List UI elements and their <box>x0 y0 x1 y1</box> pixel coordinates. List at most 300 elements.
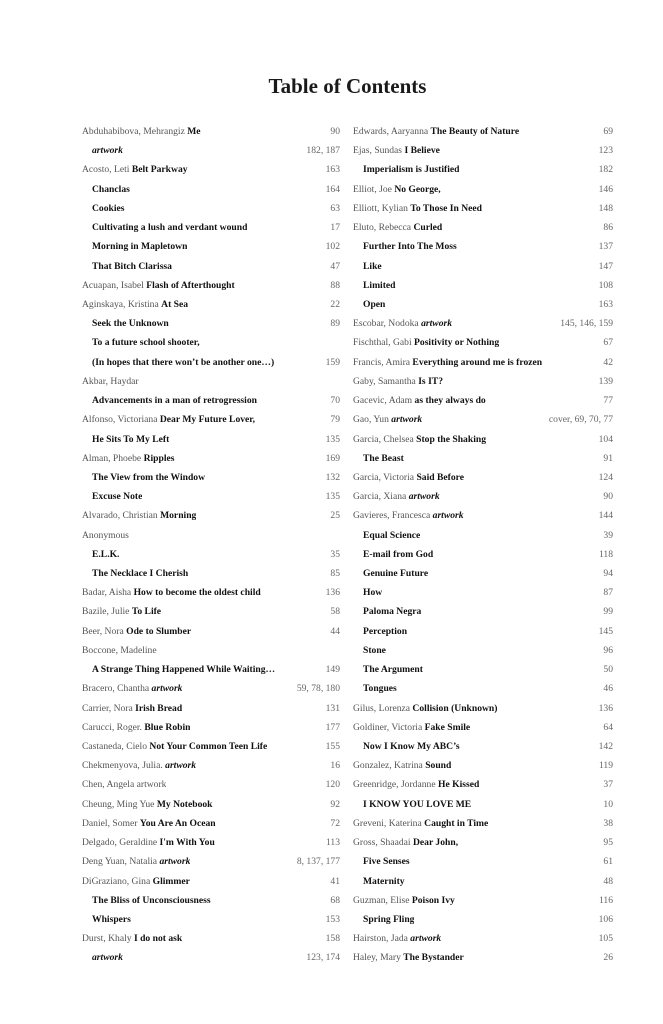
toc-entry <box>82 872 340 891</box>
toc-entry-text <box>353 218 442 237</box>
work-title: Paloma Negra <box>363 606 422 618</box>
toc-entry <box>353 506 613 525</box>
work-title: The Necklace I Cherish <box>92 568 189 580</box>
page-number: 145, 146, 159 <box>560 318 613 330</box>
page-number: 131 <box>325 702 340 714</box>
page-number: 37 <box>603 779 613 791</box>
page-number: 116 <box>598 894 613 906</box>
page-number: 169 <box>325 452 340 464</box>
page-number: 177 <box>325 721 340 733</box>
page-number: 16 <box>330 760 340 772</box>
author-name: Boccone, Madeline <box>82 644 157 656</box>
toc-entry <box>353 449 613 468</box>
toc-entry <box>82 622 340 641</box>
author-name: Akbar, Haydar <box>82 375 139 387</box>
toc-entry-text <box>353 141 440 160</box>
toc-entry <box>353 122 613 141</box>
toc-entry <box>82 218 340 237</box>
page-number: 132 <box>325 471 340 483</box>
page-title: Table of Contents <box>268 74 427 98</box>
toc-entry-text <box>82 218 247 237</box>
author-name: Gilus, Lorenza <box>353 702 411 714</box>
page-number: 86 <box>603 222 613 234</box>
toc-entry <box>353 257 613 276</box>
toc-entry-text <box>353 295 385 314</box>
page-number: 69 <box>603 126 613 137</box>
toc-entry-text <box>82 583 261 602</box>
page-number: 155 <box>325 741 340 752</box>
work-title: Belt Parkway <box>131 164 188 176</box>
page-number <box>334 526 340 545</box>
author-name: Ejas, Sundas <box>353 145 403 157</box>
page-number: 10 <box>603 798 613 810</box>
author-name: Gacevic, Adam <box>353 395 413 407</box>
toc-entry-text <box>82 910 131 929</box>
author-name: Aginskaya, Kristina <box>82 298 159 310</box>
author-name: Elliott, Kylian <box>353 202 408 214</box>
page-number: 79 <box>330 414 340 426</box>
author-name: Gao, Yun <box>353 414 389 426</box>
page-number: 118 <box>598 548 613 560</box>
page-number: 145 <box>598 625 613 637</box>
work-title: Further Into The Moss <box>363 241 457 253</box>
work-title: Caught in Time <box>424 817 489 829</box>
toc-entry-text <box>353 506 464 525</box>
work-title: Genuine Future <box>363 568 429 580</box>
toc-entry-text <box>353 430 486 449</box>
toc-entry <box>82 891 340 910</box>
toc-entry-text <box>353 545 433 564</box>
toc-entry <box>353 641 613 660</box>
page-number: 135 <box>325 491 340 503</box>
toc-entry-text <box>353 814 488 833</box>
author-name: Bazile, Julie <box>82 606 130 618</box>
page-number: cover, 69, 70, 77 <box>548 414 613 426</box>
toc-entry <box>353 430 613 449</box>
page-number: 87 <box>603 587 613 599</box>
toc-entry-text <box>82 487 142 506</box>
toc-entry-text <box>353 276 396 295</box>
page-number: 47 <box>330 260 340 272</box>
page-number: 149 <box>325 664 340 676</box>
toc-entry-text <box>353 410 422 429</box>
work-title: Everything around me is frozen <box>412 356 543 368</box>
work-title: I'm With You <box>159 837 215 849</box>
toc-entry-text <box>353 602 421 621</box>
toc-entry <box>82 641 340 660</box>
toc-entry-text <box>82 852 190 871</box>
author-name: Deng Yuan, Natalia <box>82 856 158 868</box>
toc-entry <box>353 237 613 256</box>
page-number: 99 <box>603 606 613 618</box>
author-name: Gavieres, Francesca <box>353 510 431 522</box>
toc-entry <box>82 353 340 372</box>
toc-entry <box>353 775 613 794</box>
work-title: Open <box>363 298 386 310</box>
toc-entry <box>82 602 340 621</box>
toc-entry-text <box>82 795 213 814</box>
toc-entry <box>353 526 613 545</box>
toc-entry <box>353 602 613 621</box>
page-number: 137 <box>598 241 613 253</box>
work-title: Tongues <box>363 683 397 695</box>
page-number: 90 <box>603 491 613 503</box>
toc-entry-text <box>353 583 382 602</box>
page-number: 123, 174 <box>306 952 340 964</box>
work-title: artwork <box>408 491 440 503</box>
toc-entry <box>353 276 613 295</box>
work-title: He Sits To My Left <box>92 433 170 445</box>
toc-entry <box>353 353 613 372</box>
work-title: artwork <box>92 952 123 964</box>
author-name: Hairston, Jada <box>353 933 408 945</box>
toc-entry-text <box>82 199 125 218</box>
toc-entry <box>82 333 340 352</box>
toc-entry <box>82 756 340 775</box>
page-number <box>334 372 340 391</box>
work-title: Morning in Mapletown <box>92 241 188 253</box>
work-title: Stop the Shaking <box>416 433 486 445</box>
work-title: artwork <box>136 779 167 791</box>
page-number: 17 <box>330 222 340 234</box>
work-title: That Bitch Clarissa <box>92 260 172 272</box>
page-number: 182, 187 <box>306 145 340 157</box>
author-name: Castaneda, Cielo <box>82 741 148 752</box>
work-title: Flash of Afterthought <box>146 279 235 291</box>
toc-entry <box>82 718 340 737</box>
toc-entry-text <box>82 180 130 199</box>
work-title: Cookies <box>92 202 125 214</box>
page-number: 96 <box>603 644 613 656</box>
toc-entry <box>82 237 340 256</box>
work-title: E-mail from God <box>363 548 434 560</box>
work-title: I do not ask <box>133 933 183 945</box>
toc-entry <box>353 160 613 179</box>
work-title: Dear John, <box>412 837 459 849</box>
toc-entry <box>82 410 340 429</box>
work-title: Stone <box>363 644 386 656</box>
toc-entry <box>353 333 613 352</box>
toc-entry <box>82 948 340 967</box>
toc-entry <box>353 372 613 391</box>
toc-entry-text <box>353 487 440 506</box>
toc-entry-text <box>353 679 397 698</box>
work-title: artwork <box>421 318 453 330</box>
toc-entry <box>82 583 340 602</box>
toc-entry <box>82 276 340 295</box>
toc-entry <box>353 468 613 487</box>
toc-entry <box>82 814 340 833</box>
toc-entry <box>82 526 340 545</box>
author-name: Elliot, Joe <box>353 183 392 195</box>
page-number: 148 <box>598 202 613 214</box>
author-name: Cheung, Ming Yue <box>82 798 155 810</box>
work-title: artwork <box>432 510 464 522</box>
toc-entry-text <box>82 872 190 891</box>
work-title: Limited <box>363 279 396 291</box>
author-name: Durst, Khaly <box>82 933 132 945</box>
toc-entry-text <box>82 430 169 449</box>
toc-entry <box>353 756 613 775</box>
toc-entry <box>353 852 613 871</box>
page-number: 119 <box>598 760 613 772</box>
toc-entry-text <box>82 506 196 525</box>
toc-entry-text <box>82 891 211 910</box>
page-number: 104 <box>598 433 613 445</box>
toc-entry-text <box>353 718 470 737</box>
toc-entry <box>82 679 340 698</box>
toc-entry <box>82 660 340 679</box>
toc-entry <box>353 699 613 718</box>
page-number: 105 <box>598 933 613 945</box>
toc-entry-text <box>82 353 274 372</box>
work-title: Like <box>363 260 382 272</box>
page-number: 8, 137, 177 <box>296 856 340 868</box>
toc-entry-text <box>82 948 123 967</box>
toc-column-left <box>82 122 340 968</box>
author-name: DiGraziano, Gina <box>82 875 151 887</box>
toc-entry-text <box>353 564 428 583</box>
toc-entry <box>82 833 340 852</box>
toc-entry <box>353 872 613 891</box>
author-name: Gaby, Samantha <box>353 375 416 387</box>
work-title: Advancements in a man of retrogression <box>92 395 257 407</box>
work-title: Spring Fling <box>363 913 415 925</box>
work-title: Whispers <box>92 913 131 925</box>
toc-entry <box>353 910 613 929</box>
toc-entry-text <box>82 276 235 295</box>
work-title: Maternity <box>363 875 405 887</box>
toc-entry <box>353 295 613 314</box>
toc-entry-text <box>82 775 166 794</box>
work-title: (In hopes that there won’t be another one…) <box>92 356 275 368</box>
toc-entry-text <box>353 372 443 391</box>
work-title: Me <box>187 126 201 137</box>
toc-entry <box>353 564 613 583</box>
page-number: 136 <box>598 702 613 714</box>
author-name: Fischthal, Gabi <box>353 337 412 349</box>
author-name: Haley, Mary <box>353 952 401 964</box>
author-name: Alvarado, Christian <box>82 510 158 522</box>
toc-entry-text <box>353 660 423 679</box>
page-number: 136 <box>325 587 340 599</box>
work-title: Dear My Future Lover, <box>159 414 256 426</box>
page-number: 158 <box>325 933 340 945</box>
page-number: 113 <box>325 837 340 849</box>
work-title: artwork <box>391 414 423 426</box>
toc-entry <box>82 929 340 948</box>
toc-entry <box>82 775 340 794</box>
toc-entry-text <box>353 180 441 199</box>
work-title: How <box>363 587 383 599</box>
toc-entry <box>82 545 340 564</box>
toc-entry <box>82 314 340 333</box>
page-number: 25 <box>330 510 340 522</box>
toc-entry-text <box>82 372 139 391</box>
work-title: A Strange Thing Happened While Waiting… <box>92 664 276 676</box>
toc-entry-text <box>353 257 382 276</box>
author-name: Edwards, Aaryanna <box>353 126 429 137</box>
page-number: 50 <box>603 664 613 676</box>
work-title: I Believe <box>404 145 440 157</box>
toc-entry-text <box>82 718 190 737</box>
toc-entry-text <box>353 833 458 852</box>
toc-column-right <box>353 122 613 968</box>
work-title: Ripples <box>143 452 175 464</box>
toc-entry-text <box>353 737 460 756</box>
work-title: Chanclas <box>92 183 130 195</box>
page-number: 91 <box>603 452 613 464</box>
page-number: 163 <box>598 298 613 310</box>
author-name: Carucci, Roger. <box>82 721 142 733</box>
author-name: Chen, Angela <box>82 779 135 791</box>
page-number: 163 <box>325 164 340 176</box>
page-number: 58 <box>330 606 340 618</box>
toc-entry-text <box>82 122 201 141</box>
toc-entry-text <box>82 929 182 948</box>
toc-entry <box>82 737 340 756</box>
page-number: 22 <box>330 298 340 310</box>
toc-entry-text <box>82 410 255 429</box>
page-number: 94 <box>603 568 613 580</box>
toc-entry <box>353 391 613 410</box>
page-number: 68 <box>330 894 340 906</box>
toc-entry-text <box>353 891 455 910</box>
work-title: Not Your Common Teen Life <box>149 741 268 752</box>
toc-entry <box>82 449 340 468</box>
work-title: The Beast <box>363 452 404 464</box>
author-name: Gross, Shaadai <box>353 837 411 849</box>
toc-entry-text <box>353 775 479 794</box>
work-title: Is IT? <box>418 375 443 387</box>
toc-entry-text <box>82 699 182 718</box>
work-title: Ode to Slumber <box>126 625 192 637</box>
toc-entry-text <box>353 872 405 891</box>
toc-entry-text <box>353 910 414 929</box>
toc-entry <box>353 545 613 564</box>
toc-entry-text <box>353 237 457 256</box>
toc-entry <box>353 660 613 679</box>
page-number: 61 <box>603 856 613 868</box>
author-name: Anonymous <box>82 529 129 541</box>
toc-entry-text <box>82 257 172 276</box>
work-title: Imperialism is Justified <box>363 164 460 176</box>
work-title: Glimmer <box>152 875 190 887</box>
toc-entry <box>82 257 340 276</box>
work-title: E.L.K. <box>92 548 120 560</box>
work-title: Excuse Note <box>92 491 143 503</box>
toc-entry <box>353 833 613 852</box>
work-title: Equal Science <box>363 529 421 541</box>
page-number: 124 <box>598 471 613 483</box>
toc-entry-text <box>82 641 157 660</box>
work-title: The Beauty of Nature <box>430 126 520 137</box>
author-name: Guzman, Elise <box>353 894 410 906</box>
toc-entry <box>82 430 340 449</box>
author-name: Alfonso, Victoriana <box>82 414 158 426</box>
work-title: Seek the Unknown <box>92 318 169 330</box>
toc-entry <box>82 199 340 218</box>
toc-entry-text <box>82 314 169 333</box>
toc-entry-text <box>82 602 161 621</box>
author-name: Francis, Amira <box>353 356 413 368</box>
toc-entry-text <box>353 468 464 487</box>
page-number: 64 <box>603 721 613 733</box>
author-name: Badar, Aisha <box>82 587 132 599</box>
page-number: 159 <box>325 356 340 368</box>
page-number: 108 <box>598 279 613 291</box>
page-number: 48 <box>603 875 613 887</box>
page-number: 142 <box>598 741 613 752</box>
toc-entry <box>353 891 613 910</box>
work-title: At Sea <box>161 298 189 310</box>
work-title: artwork <box>92 145 123 157</box>
page-number: 59, 78, 180 <box>296 683 340 695</box>
toc-entry-text <box>82 449 175 468</box>
work-title: Five Senses <box>363 856 410 868</box>
work-title: How to become the oldest child <box>133 587 261 599</box>
page-number: 67 <box>603 337 613 349</box>
page-number: 144 <box>598 510 613 522</box>
work-title: No George, <box>394 183 441 195</box>
toc-entry-text <box>82 679 182 698</box>
work-title: Now I Know My ABC’s <box>363 741 460 752</box>
work-title: artwork <box>159 856 191 868</box>
work-title: Irish Bread <box>135 702 183 714</box>
work-title: Perception <box>363 625 408 637</box>
toc-entry-text <box>82 141 123 160</box>
page-number: 147 <box>598 260 613 272</box>
page-number: 146 <box>598 183 613 195</box>
toc-entry-text <box>353 699 497 718</box>
page-number: 182 <box>598 164 613 176</box>
toc-entry-text <box>353 391 486 410</box>
author-name: Beer, Nora <box>82 625 124 637</box>
toc-entry-text <box>353 641 386 660</box>
page-number: 39 <box>603 529 613 541</box>
toc-entry-text <box>82 814 216 833</box>
page-number: 153 <box>325 913 340 925</box>
toc-entry <box>82 160 340 179</box>
toc-entry-text <box>82 526 129 545</box>
work-title: The Bystander <box>403 952 464 964</box>
work-title: artwork <box>410 933 442 945</box>
toc-entry <box>353 948 613 967</box>
work-title: Collision (Unknown) <box>412 702 498 714</box>
work-title: Curled <box>413 222 443 234</box>
page-number: 42 <box>603 356 613 368</box>
toc-entry-text <box>353 948 464 967</box>
toc-entry <box>353 622 613 641</box>
toc-entry <box>82 141 340 160</box>
toc-entry <box>353 487 613 506</box>
work-title: You Are An Ocean <box>139 817 216 829</box>
author-name: Garcia, Chelsea <box>353 433 417 445</box>
page-number: 90 <box>330 126 340 137</box>
toc-entry-text <box>353 622 407 641</box>
toc-entry <box>353 737 613 756</box>
page-number: 46 <box>603 683 613 695</box>
toc-entry-text <box>82 333 200 352</box>
work-title: Blue Robin <box>144 721 191 733</box>
toc-entry-text <box>353 333 499 352</box>
page-number: 38 <box>603 817 613 829</box>
toc-entry <box>353 141 613 160</box>
work-title: The View from the Window <box>92 471 206 483</box>
work-title: Fake Smile <box>424 721 471 733</box>
author-name: Abduhabibova, Mehrangiz <box>82 126 185 137</box>
author-name: Carrier, Nora <box>82 702 133 714</box>
